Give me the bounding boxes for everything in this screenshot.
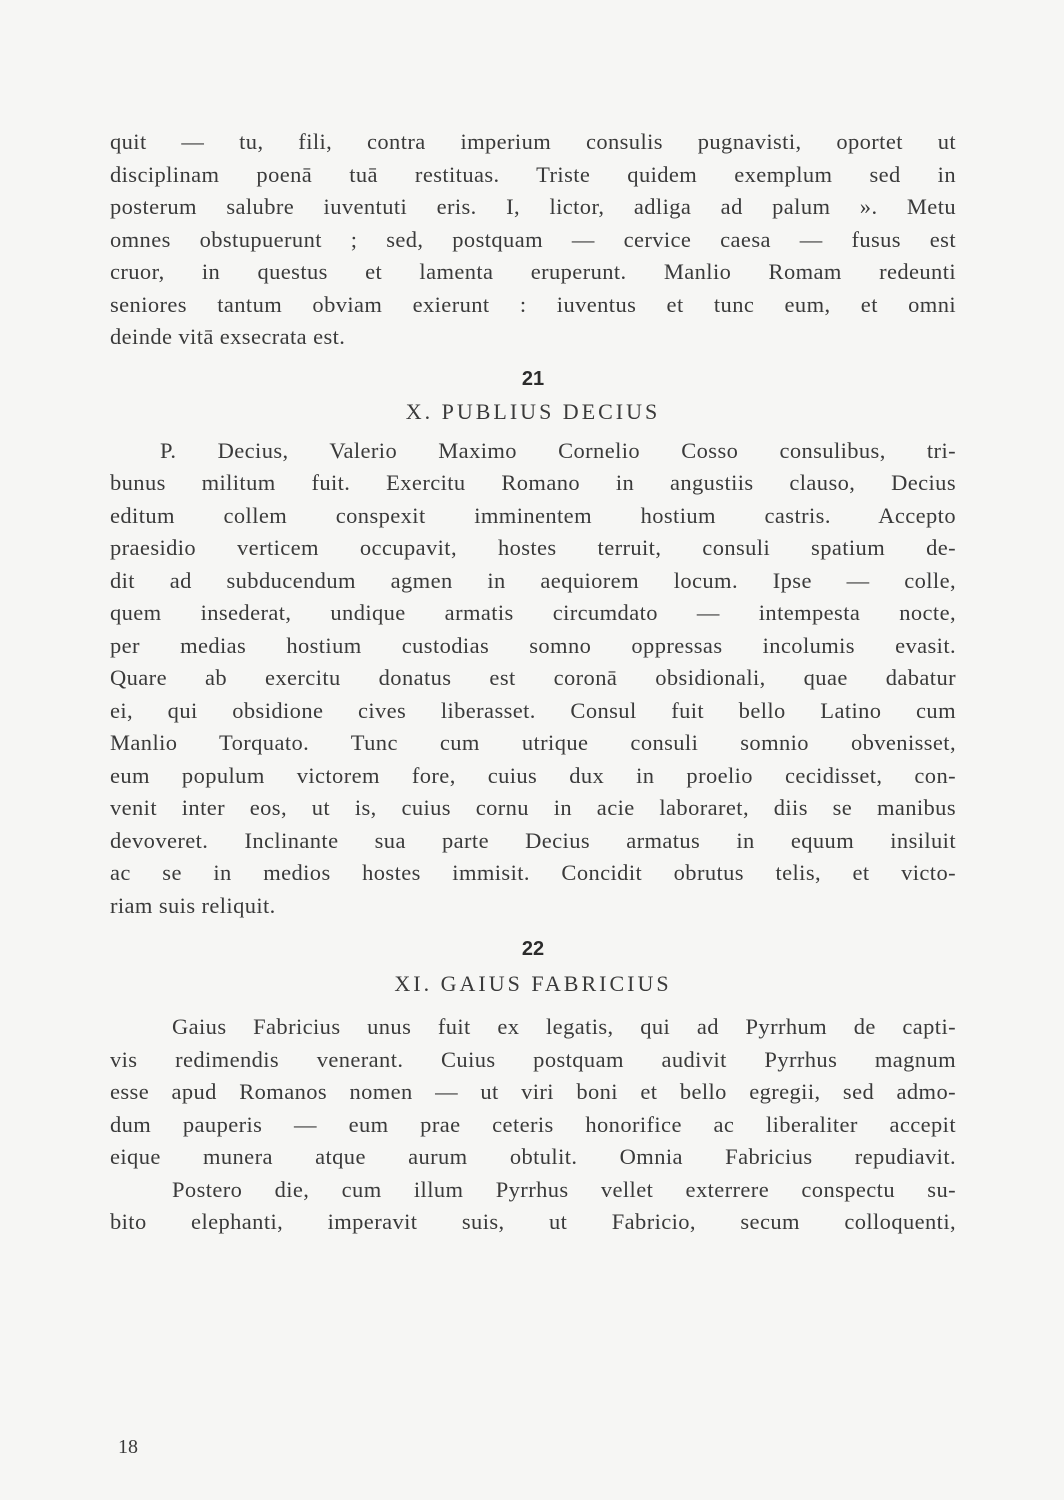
text-line: ei, qui obsidione cives liberasset. Consul fuit bello Latino cum xyxy=(110,697,956,723)
text-line: posterum salubre iuventuti eris. I, lictor, adliga ad palum ». Metu xyxy=(110,194,956,219)
chapter-number: 21 xyxy=(521,367,545,390)
text-line: venit inter eos, ut is, cuius cornu in acie laboraret, diis se manibus xyxy=(110,795,956,820)
text-line: praesidio verticem occupavit, hostes terruit, consuli spatium de- xyxy=(110,535,956,560)
text-line: eique munera atque aurum obtulit. Omnia Fabricius repudiavit. xyxy=(110,1144,956,1169)
text-line: bito elephanti, imperavit suis, ut Fabricio, secum colloquenti, xyxy=(110,1209,956,1234)
section-21 xyxy=(110,368,956,923)
book-page xyxy=(110,126,956,1239)
text-line: quem insederat, undique armatis circumdato — intempesta nocte, xyxy=(110,600,956,625)
text-line: editum collem conspexit imminentem hostium castris. Accepto xyxy=(110,502,956,528)
text-line: Manlio Torquato. Tunc cum utrique consuli somnio obvenisset, xyxy=(110,730,956,755)
text-line: Quare ab exercitu donatus est coronā obsidionali, quae dabatur xyxy=(110,665,956,690)
text-line: disciplinam poenā tuā restituas. Triste quidem exemplum sed in xyxy=(110,161,956,187)
section-paragraph xyxy=(110,435,956,923)
page-number: 18 xyxy=(118,1436,138,1458)
chapter-title: X. PUBLIUS DECIUS xyxy=(405,398,661,424)
text-line: seniores tantum obviam exierunt : iuventus et tunc eum, et omni xyxy=(110,291,956,317)
text-line: cruor, in questus et lamenta eruperunt. Manlio Romam redeunti xyxy=(110,259,956,284)
section-paragraph xyxy=(110,1011,956,1174)
text-line: devoveret. Inclinante sua parte Decius armatus in equum insiluit xyxy=(110,827,956,853)
text-line: deinde vitā exsecrata est. xyxy=(110,324,346,349)
section-paragraph xyxy=(110,1174,956,1239)
intro-paragraph xyxy=(110,126,956,354)
section-22 xyxy=(110,938,956,1239)
text-line: per medias hostium custodias somno oppressas incolumis evasit. xyxy=(110,632,956,658)
text-line: omnes obstupuerunt ; sed, postquam — cervice caesa — fusus est xyxy=(110,226,956,252)
text-line: dum pauperis — eum prae ceteris honorifice ac liberaliter accepit xyxy=(110,1111,956,1137)
text-line: Postero die, cum illum Pyrrhus vellet exterrere conspectu su- xyxy=(172,1176,956,1202)
chapter-number: 22 xyxy=(521,938,545,960)
text-line: Gaius Fabricius unus fuit ex legatis, qui ad Pyrrhum de capti- xyxy=(172,1014,956,1039)
text-line: riam suis reliquit. xyxy=(110,892,276,918)
text-line: ac se in medios hostes immisit. Concidit obrutus telis, et victo- xyxy=(110,860,956,885)
text-line: quit — tu, fili, contra imperium consulis pugnavisti, oportet ut xyxy=(110,129,956,154)
text-line: esse apud Romanos nomen — ut viri boni et bello egregii, sed admo- xyxy=(110,1079,956,1104)
text-line: bunus militum fuit. Exercitu Romano in angustiis clauso, Decius xyxy=(110,470,956,495)
text-line: P. Decius, Valerio Maximo Cornelio Cosso consulibus, tri- xyxy=(160,437,956,463)
text-line: vis redimendis venerant. Cuius postquam audivit Pyrrhus magnum xyxy=(110,1046,956,1072)
text-line: eum populum victorem fore, cuius dux in proelio cecidisset, con- xyxy=(110,762,956,788)
chapter-title: XI. GAIUS FABRICIUS xyxy=(394,971,672,996)
text-line: dit ad subducendum agmen in aequiorem locum. Ipse — colle, xyxy=(110,567,956,593)
